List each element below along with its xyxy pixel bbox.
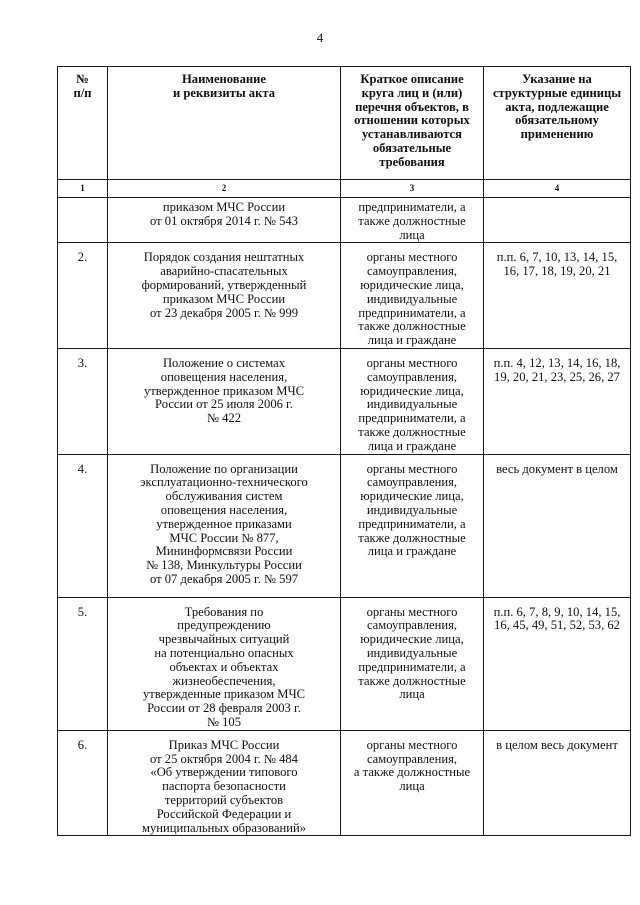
column-number: 3	[341, 180, 484, 198]
table-row	[58, 730, 631, 836]
subject-description: органы местного самоуправления, юридические лица, индивидуальные предприниматели, а также должностные лица и граждане	[341, 454, 484, 597]
header-description: Краткое описание круга лиц и (или) перечня объектов, в отношении которых устанавливаются обязательные требования	[341, 67, 484, 180]
subject-description: органы местного самоуправления, юридические лица, индивидуальные предприниматели, а также должностные лица и граждане	[341, 243, 484, 349]
column-number: 1	[58, 180, 108, 198]
table-row	[58, 243, 631, 349]
structural-units: п.п. 6, 7, 8, 9, 10, 14, 15, 16, 45, 49, 51, 52, 53, 62	[484, 597, 631, 730]
column-number-row	[58, 180, 631, 198]
row-number: 4.	[58, 454, 108, 597]
header-act-name: Наименование и реквизиты акта	[108, 67, 341, 180]
act-name: Положение по организации эксплуатационно-технического обслуживания систем оповещения населения, утвержденное приказами МЧС России № 877, Мининформсвязи России № 138, Минкультуры России от 07 декабря 2005 г. № 597	[108, 454, 341, 597]
table-header-row	[58, 67, 631, 180]
subject-description: органы местного самоуправления, юридические лица, индивидуальные предприниматели, а также должностные лица и граждане	[341, 348, 484, 454]
subject-description: органы местного самоуправления, а также должностные лица	[341, 730, 484, 836]
structural-units	[484, 198, 631, 243]
table-row	[58, 597, 631, 730]
requirements-table	[57, 66, 631, 836]
row-number: 3.	[58, 348, 108, 454]
row-number: 5.	[58, 597, 108, 730]
row-number: 6.	[58, 730, 108, 836]
act-name: Требования по предупреждению чрезвычайных ситуаций на потенциально опасных объектах и объектах жизнеобеспечения, утвержденные приказом МЧС России от 28 февраля 2003 г. № 105	[108, 597, 341, 730]
table-row	[58, 198, 631, 243]
structural-units: п.п. 6, 7, 10, 13, 14, 15, 16, 17, 18, 19, 20, 21	[484, 243, 631, 349]
column-number: 2	[108, 180, 341, 198]
header-number: № п/п	[58, 67, 108, 180]
subject-description: органы местного самоуправления, юридические лица, индивидуальные предприниматели, а также должностные лица	[341, 597, 484, 730]
act-name: Приказ МЧС России от 25 октября 2004 г. № 484 «Об утверждении типового паспорта безопасности территорий субъектов Российской Федерации и муниципальных образований»	[108, 730, 341, 836]
column-number: 4	[484, 180, 631, 198]
structural-units: в целом весь документ	[484, 730, 631, 836]
act-name: Положение о системах оповещения населения, утвержденное приказом МЧС России от 25 июля 2006 г. № 422	[108, 348, 341, 454]
table-row	[58, 454, 631, 597]
row-number	[58, 198, 108, 243]
header-structural-units: Указание на структурные единицы акта, подлежащие обязательному применению	[484, 67, 631, 180]
table-row	[58, 348, 631, 454]
structural-units: п.п. 4, 12, 13, 14, 16, 18, 19, 20, 21, 23, 25, 26, 27	[484, 348, 631, 454]
subject-description: предприниматели, а также должностные лица	[341, 198, 484, 243]
row-number: 2.	[58, 243, 108, 349]
page-number: 4	[316, 30, 324, 45]
act-name: приказом МЧС России от 01 октября 2014 г. № 543	[108, 198, 341, 243]
act-name: Порядок создания нештатных аварийно-спасательных формирований, утвержденный приказом МЧС России от 23 декабря 2005 г. № 999	[108, 243, 341, 349]
structural-units: весь документ в целом	[484, 454, 631, 597]
